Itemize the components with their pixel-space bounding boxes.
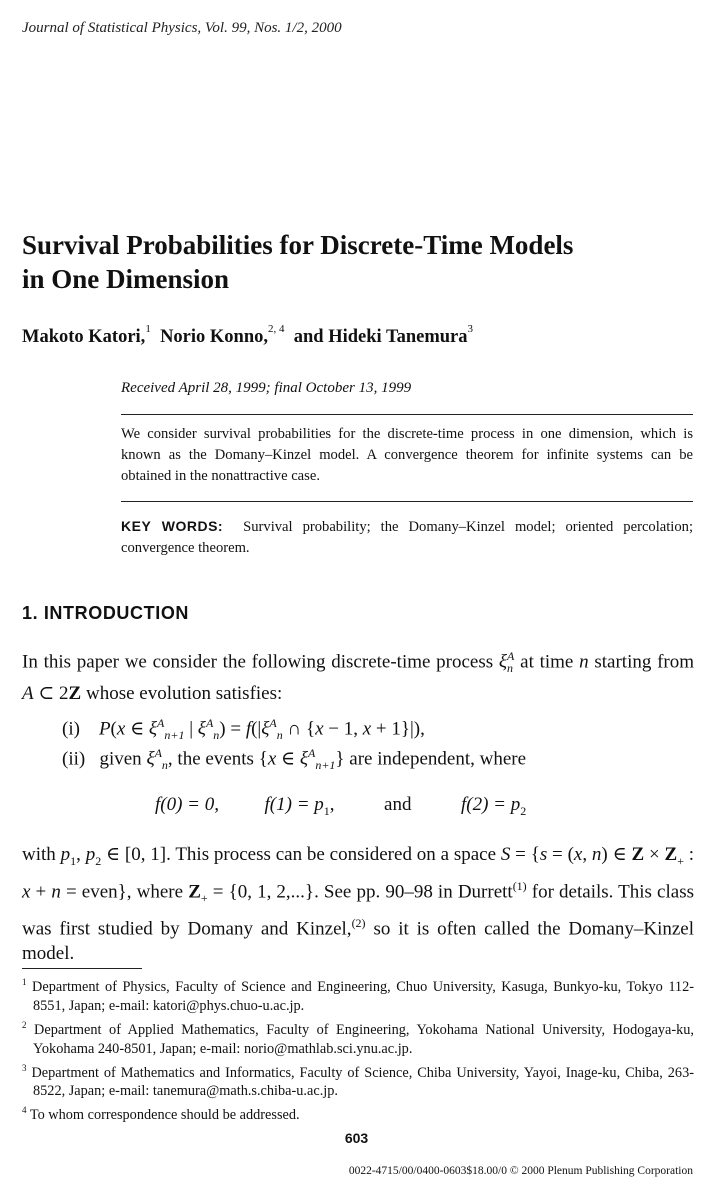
author-katori: Makoto Katori, [22, 327, 146, 348]
paper-title [22, 228, 702, 296]
received-date: Received April 28, 1999; final October 13, 1999 [121, 380, 412, 396]
section-heading [22, 603, 189, 624]
author-mark: 1 [145, 323, 151, 335]
author-mark: 3 [467, 323, 474, 335]
condition-ii: (ii) given $\xi^A_n$, the events {x ∈ $\xi^A_{n+1}$} are independent, where [62, 746, 527, 773]
footnote-4: $^4$ To whom correspondence should be addressed. [22, 1105, 300, 1124]
title-line-2: in One Dimension [22, 264, 230, 294]
keywords-text: Survival probability; the Domany–Kinzel model; oriented percolation; convergence theorem. [121, 519, 694, 556]
keywords [121, 516, 693, 559]
footnote-divider [22, 968, 142, 969]
divider [121, 414, 693, 415]
footnotes [22, 973, 694, 1125]
section-title: INTRODUCTION [43, 603, 190, 623]
author-list [22, 323, 474, 348]
title-line-1: Survival Probabilities for Discrete-Time Models [22, 230, 574, 260]
second-paragraph: with $p_1$, $p_2$ ∈ [0, 1]. This process can be considered on a space S = {s = (x, n) ∈ $Z \times Z_+$ : x + n = even}, where $Z_+ = \{0$, 1, 2,...}. See pp. 90–98 in Durrett$^{(1)}$ for details. This class was first studied by Domany and Kinzel,$^{(2)}$ so it is often called the Domany–Kinzel model. [22, 844, 695, 965]
definition-f: f(0) = 0, $f(1) = p_1$, and $f(2) = p_2$ [155, 794, 527, 818]
intro-paragraph: In this paper we consider the following discrete-time process $\xi_n^A$ at time n starting from A ⊂ 2Z whose evolution satisfies: [22, 649, 695, 705]
section-number: 1. [22, 603, 39, 623]
journal-header: Journal of Statistical Physics, Vol. 99, Nos. 1/2, 2000 [22, 20, 342, 36]
divider [121, 501, 693, 502]
footnote-2: $^2$ Department of Applied Mathematics, Faculty of Engineering, Yokohama National University, Hodogaya-ku, Yokohama 240-8501, Japan; e-mail: norio@mathlab.sci.ynu.ac.jp. [22, 1019, 694, 1057]
keywords-label: KEY WORDS: [121, 518, 224, 534]
footnote-1: $^1$ Department of Physics, Faculty of Science and Engineering, Chuo University, Kasuga, Bunkyo-ku, Tokyo 112-8551, Japan; e-mail: katori@phys.chuo-u.ac.jp. [22, 977, 694, 1014]
author-tanemura: and Hideki Tanemura [293, 327, 468, 348]
abstract: We consider survival probabilities for the discrete-time process in one dimension, which is known as the Domany–Kinzel model. A convergence theorem for infinite systems can be obtained in the nonattractive case. [121, 426, 693, 484]
author-mark: 2, 4 [268, 323, 285, 335]
author-konno: Norio Konno, [160, 327, 268, 348]
page-number: 603 [344, 1130, 369, 1146]
copyright-line: 0022-4715/00/0400-0603$18.00/0 © 2000 Plenum Publishing Corporation [348, 1165, 693, 1177]
condition-i: (i) P(x ∈ $\xi^A_{n+1}$ | $\xi^A_n) = f(|\xi^A_n$ ∩ {x − 1, x + 1}|), [62, 716, 425, 743]
footnote-3: $^3$ Department of Mathematics and Informatics, Faculty of Science, Chiba University, Yayoi, Inage-ku, Chiba, 263-8522, Japan; e-mail: tanemura@math.s.chiba-u.ac.jp. [22, 1062, 694, 1100]
